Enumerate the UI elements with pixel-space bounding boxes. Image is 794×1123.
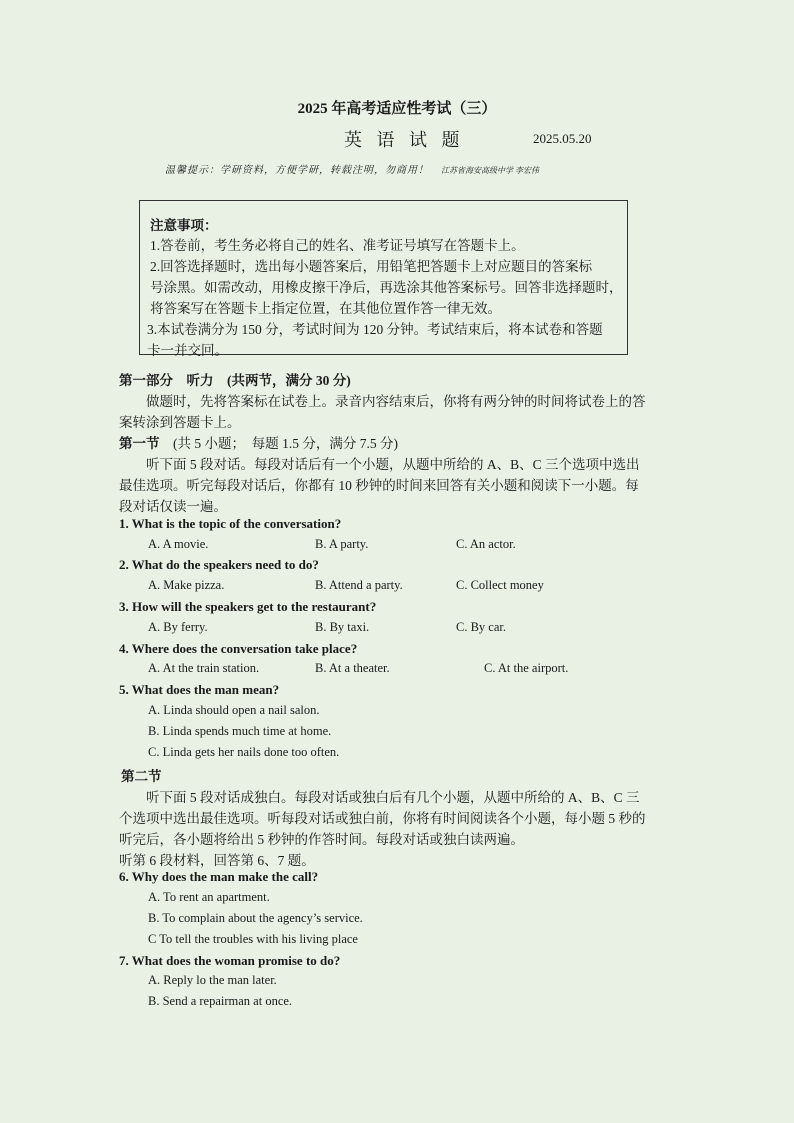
q2-option-a: A. Make pizza. bbox=[148, 578, 225, 592]
notice-box bbox=[139, 200, 628, 358]
part1-intro: 做题时，先将答案标在试卷上。录音内容结束后，你将有两分钟的时间将试卷上的答 bbox=[119, 394, 646, 409]
part1-intro: 案转涂到答题卡上。 bbox=[119, 415, 241, 430]
q6-option-a: A. To rent an apartment. bbox=[148, 890, 270, 904]
q3-option-c: C. By car. bbox=[456, 620, 506, 634]
question-5: 5. What does the man mean? bbox=[119, 682, 280, 697]
q2-option-b: B. Attend a party. bbox=[315, 578, 403, 592]
q1-option-c: C. An actor. bbox=[456, 537, 516, 551]
q4-option-a: A. At the train station. bbox=[148, 661, 260, 675]
section1-header bbox=[119, 432, 398, 452]
notice-line: 1.答卷前，考生务必将自己的姓名、准考证号填写在答题卡上。 bbox=[150, 238, 525, 253]
exam-title: 2025 年高考适应性考试（三） bbox=[297, 101, 497, 117]
q7-option-a: A. Reply lo the man later. bbox=[148, 973, 277, 987]
warm-tip bbox=[165, 161, 539, 176]
question-3: 3. How will the speakers get to the restaurant? bbox=[119, 599, 377, 614]
q1-option-a: A. A movie. bbox=[148, 537, 209, 551]
question-7: 7. What does the woman promise to do? bbox=[119, 953, 341, 968]
q5-option-c: C. Linda gets her nails done too often. bbox=[148, 745, 340, 759]
q6-option-c: C To tell the troubles with his living place bbox=[148, 932, 358, 946]
question-4: 4. Where does the conversation take place? bbox=[119, 641, 358, 656]
q6-option-b: B. To complain about the agency’s service. bbox=[148, 911, 363, 925]
section1-directions: 听下面 5 段对话。每段对话后有一个小题，从题中所给的 A、B、C 三个选项中选出 bbox=[119, 457, 640, 472]
q5-option-b: B. Linda spends much time at home. bbox=[148, 724, 332, 738]
notice-line: 2.回答选择题时，选出每小题答案后，用铅笔把答题卡上对应题目的答案标 bbox=[150, 259, 593, 274]
notice-heading: 注意事项： bbox=[150, 218, 218, 233]
section2-directions: 个选项中选出最佳选项。听每段对话或独白前，你将有时间阅读各个小题，每小题 5 秒的 bbox=[119, 811, 646, 826]
section1-info: (共 5 小题； 每题 1.5 分，满分 7.5 分) bbox=[173, 436, 398, 451]
section1-heading: 第一节 bbox=[119, 436, 160, 451]
notice-line: 号涂黑。如需改动，用橡皮擦干净后，再选涂其他答案标号。回答非选择题时， bbox=[150, 280, 623, 295]
q1-option-b: B. A party. bbox=[315, 537, 369, 551]
section1-directions: 最佳选项。听完每段对话后，你都有 10 秒钟的时间来回答有关小题和阅读下一小题。每 bbox=[119, 478, 639, 493]
question-2: 2. What do the speakers need to do? bbox=[119, 557, 319, 572]
section2-directions: 听下面 5 段对话成独白。每段对话或独白后有几个小题，从题中所给的 A、B、C 三 bbox=[119, 790, 640, 805]
question-1: 1. What is the topic of the conversation? bbox=[119, 516, 342, 531]
material-6-note: 听第 6 段材料，回答第 6、7 题。 bbox=[119, 853, 315, 868]
notice-line: 3.本试卷满分为 150 分，考试时间为 120 分钟。考试结束后，将本试卷和答题 bbox=[147, 322, 603, 337]
q7-option-b: B. Send a repairman at once. bbox=[148, 994, 293, 1008]
part1-heading: 第一部分 听力 (共两节，满分 30 分) bbox=[119, 373, 351, 388]
q3-option-b: B. By taxi. bbox=[315, 620, 370, 634]
q4-option-b: B. At a theater. bbox=[315, 661, 390, 675]
question-6: 6. Why does the man make the call? bbox=[119, 869, 319, 884]
q2-option-c: C. Collect money bbox=[456, 578, 544, 592]
exam-date: 2025.05.20 bbox=[533, 131, 592, 146]
section2-directions: 听完后，各小题将给出 5 秒钟的作答时间。每段对话或独白读两遍。 bbox=[119, 832, 524, 847]
q5-option-a: A. Linda should open a nail salon. bbox=[148, 703, 320, 717]
subject-title: 英 语 试 题 bbox=[344, 130, 465, 150]
q4-option-c: C. At the airport. bbox=[484, 661, 569, 675]
notice-line: 卡一并交回。 bbox=[147, 343, 228, 358]
notice-line: 将答案写在答题卡上指定位置，在其他位置作答一律无效。 bbox=[150, 301, 501, 316]
tip-source: 江苏省海安高级中学 李宏伟 bbox=[441, 166, 539, 175]
q3-option-a: A. By ferry. bbox=[148, 620, 208, 634]
section1-directions: 段对话仅读一遍。 bbox=[119, 499, 227, 514]
tip-text: 温馨提示：学研资料，方便学研，转载注明，勿商用！ bbox=[165, 165, 429, 176]
section2-heading: 第二节 bbox=[121, 769, 162, 784]
